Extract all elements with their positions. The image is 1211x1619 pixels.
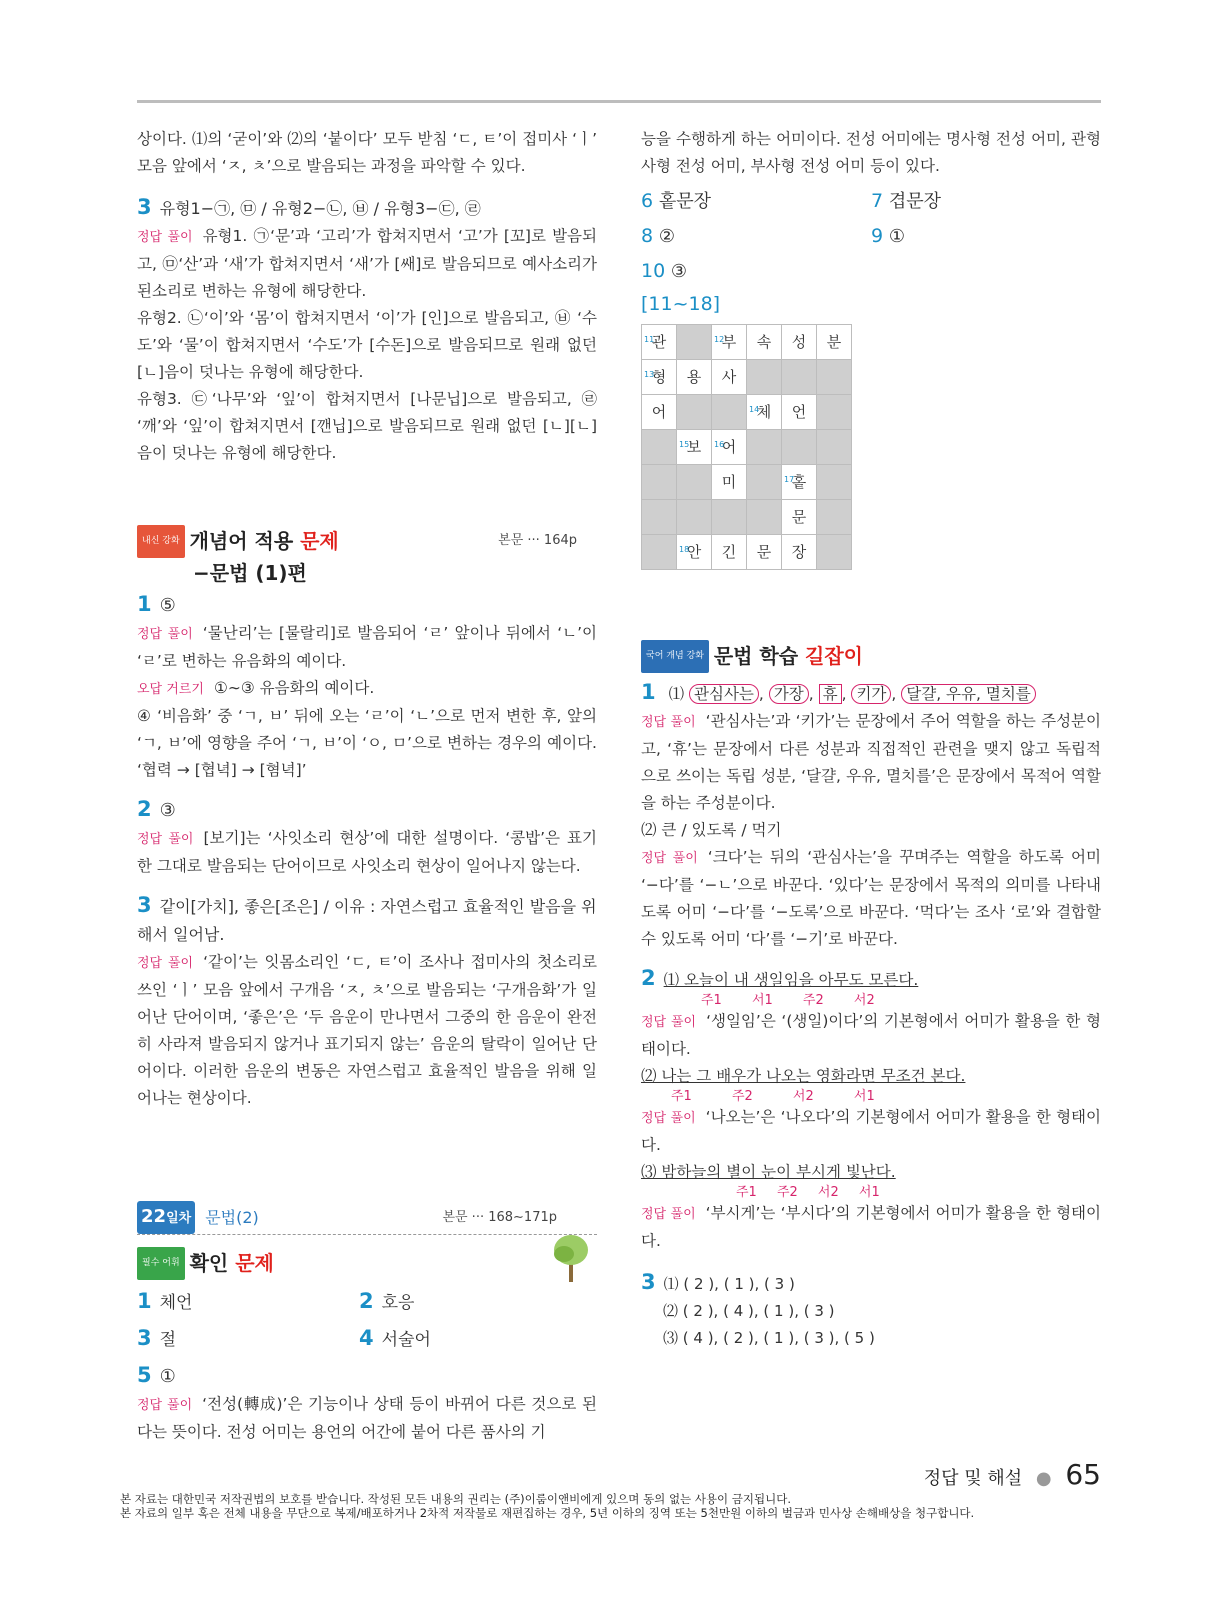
a1-wrong2: ④ ‘비음화’ 중 ‘ㄱ, ㅂ’ 뒤에 오는 ‘ㄹ’이 ‘ㄴ’으로 먼저 변한 후, 앞의 ‘ㄱ, ㅂ’에 영향을 주어 ‘ㄱ, ㅂ’이 ‘ㅇ, ㅁ’으로 변하는 경우의 예이다. ‘협력 → [협녁] → [혐녁]’ — [137, 707, 597, 779]
crossword-cell — [642, 360, 677, 395]
b4-answer: 서술어 — [381, 1330, 431, 1350]
r8-answer: ② — [658, 226, 675, 247]
b3-number: 3 — [137, 1326, 152, 1350]
crossword-cell — [782, 395, 817, 430]
a3-exp: ‘같이’는 잇몸소리인 ‘ㄷ, ㅌ’이 조사나 접미사의 첫소리로 쓰인 ‘ㅣ’ 모음 앞에서 구개음 ‘ㅈ, ㅊ’으로 발음되는 ‘구개음화’가 일어난 단어이며, ‘좋은’은 ‘두 음운이 만나면서 그중의 한 음운이 완전히 사라져 발음되지 않거나 표기되지 않는’ 음운의 탈락이 일어난 단어이다. 이러한 음운의 변동은 자연스럽고 효율적인 발음을 위해 일어나는 현상이다. — [137, 953, 597, 1107]
copyright-line-1: 본 자료는 대한민국 저작권법의 보호를 받습니다. 작성된 모든 내용의 권리는 (주)이룸이앤비에게 있으며 동의 없는 사용이 금지됩니다. — [120, 1492, 791, 1506]
crossword-row — [642, 430, 852, 465]
a3-number: 3 — [137, 893, 152, 917]
r7-number: 7 — [871, 190, 884, 212]
a2-exp: [보기]는 ‘사잇소리 현상’에 대한 설명이다. ‘콩밥’은 표기한 그대로 발음되는 단어이므로 사잇소리 현상이 일어나지 않는다. — [137, 829, 597, 875]
a2-number: 2 — [137, 797, 152, 821]
a2-label: 정답 풀이 — [137, 832, 194, 847]
section-subtitle: −문법 (1)편 — [193, 561, 307, 585]
g3-1: ⑴ ( 2 ), ( 1 ), ( 3 ) — [663, 1275, 795, 1293]
cell-letter: 성 — [791, 332, 807, 351]
day-header — [137, 1200, 597, 1235]
copyright-notice — [120, 1492, 1100, 1520]
cell-letter: 관 — [651, 332, 667, 351]
crossword-cell — [817, 360, 852, 395]
q3-exp1: 유형1. ㉠‘문’과 ‘고리’가 합쳐지면서 ‘고’가 [꼬]로 발음되고, ㉤‘산’과 ‘새’가 합쳐지면서 ‘새’가 [쌔]로 발음되므로 예사소리가 된소리로 변하는 유형에 해당한다. — [137, 227, 597, 300]
a1-wrong: ①∼③ 유음화의 예이다. — [213, 679, 375, 697]
crossword-cell — [747, 500, 782, 535]
crossword-cell — [782, 430, 817, 465]
q3-answer: 유형1−㉠, ㉤ / 유형2−㉡, ㉥ / 유형3−㉢, ㉣ — [159, 199, 481, 218]
cell-letter: 미 — [721, 472, 737, 491]
b2-answer: 호응 — [381, 1293, 415, 1313]
q3-exp3: 유형3. ㉢‘나무’와 ‘잎’이 합쳐지면서 [나문닙]으로 발음되고, ㉣ ‘깨’와 ‘잎’이 합쳐지면서 [깬닙]으로 발음되므로 원래 없던 [ㄴ][ㄴ]음이 덧나는 유형에 해당한다. — [137, 390, 597, 462]
clue-number: 17 — [784, 475, 795, 484]
g2-2-exp: ‘나오는’은 ‘나오다’의 기본형에서 어미가 활용을 한 형태이다. — [641, 1108, 1101, 1154]
r7-answer: 겹문장 — [888, 191, 941, 212]
b5-answer: ① — [159, 1366, 176, 1387]
crossword-cell — [712, 360, 747, 395]
g2-2-label: 정답 풀이 — [641, 1111, 696, 1126]
crossword-cell — [747, 325, 782, 360]
g2-1-marks: 주1 서1 주2 서2 — [701, 993, 875, 1008]
g2-3-label: 정답 풀이 — [641, 1207, 696, 1222]
top-rule — [137, 100, 1101, 103]
crossword-row — [642, 465, 852, 500]
g1-2-label: 정답 풀이 — [641, 851, 698, 866]
crossword-cell — [712, 430, 747, 465]
crossword-cell — [677, 500, 712, 535]
crossword-cell — [712, 465, 747, 500]
crossword-cell — [712, 395, 747, 430]
g2-1: ⑴ 오늘이 내 생일임을 아무도 모른다. — [663, 971, 919, 989]
a3-label: 정답 풀이 — [137, 956, 194, 971]
crossword-cell — [677, 430, 712, 465]
section-title: 개념어 적용 문제 — [189, 529, 339, 553]
g1-label: 정답 풀이 — [641, 715, 696, 730]
crossword-cell — [677, 325, 712, 360]
continued-text: 능을 수행하게 하는 어미이다. 전성 어미에는 명사형 전성 어미, 관형사형 전성 어미, 부사형 전성 어미 등이 있다. — [641, 130, 1101, 175]
b5-exp: ‘전성(轉成)’은 기능이나 상태 등이 바뀌어 다른 것으로 된다는 뜻이다. 전성 어미는 용언의 어간에 붙어 다른 품사의 기 — [137, 1395, 597, 1441]
b1-answer: 체언 — [159, 1293, 193, 1313]
a1-answer: ⑤ — [159, 595, 176, 616]
intro-text: 상이다. ⑴의 ‘굳이’와 ⑵의 ‘붙이다’ 모두 받침 ‘ㄷ, ㅌ’이 접미사 ‘ㅣ’ 모음 앞에서 ‘ㅈ, ㅊ’으로 발음되는 과정을 파악할 수 있다. — [137, 130, 597, 175]
crossword-row — [642, 535, 852, 570]
r9-number: 9 — [871, 225, 884, 247]
clue-number: 15 — [679, 440, 690, 449]
crossword-cell — [747, 360, 782, 395]
crossword-cell — [677, 395, 712, 430]
copyright-line-2: 본 자료의 일부 혹은 전체 내용을 무단으로 복제/배포하거나 2차적 저작물로 재편집하는 경우, 5년 이하의 징역 또는 5천만원 이하의 벌금과 민사상 손해배상을 청구합니다. — [120, 1506, 975, 1520]
crossword-cell — [642, 325, 677, 360]
cell-letter: 문 — [756, 542, 772, 561]
cell-letter: 홑 — [791, 472, 807, 491]
cell-letter: 안 — [686, 542, 702, 561]
a3-answer: 같이[가치], 좋은[조은] / 이유 : 자연스럽고 효율적인 발음을 위해서 일어남. — [137, 897, 597, 944]
day-page-ref: 본문 ··· 168∼171p — [442, 1209, 557, 1225]
cell-letter: 형 — [651, 367, 667, 386]
a1-exp: ‘물난리’는 [물랄리]로 발음되어 ‘ㄹ’ 앞이나 뒤에서 ‘ㄴ’이 ‘ㄹ’로 변하는 유음화의 예이다. — [137, 624, 597, 670]
q3-exp2: 유형2. ㉡‘이’와 ‘몸’이 합쳐지면서 ‘이’가 [인]으로 발음되고, ㉥ ‘수도’와 ‘물’이 합쳐지면서 ‘수도’가 [수돈]으로 발음되므로 원래 없던 [ㄴ]음이 덧나는 유형에 해당한다. — [137, 309, 597, 381]
g2-number: 2 — [641, 966, 656, 990]
b4-number: 4 — [359, 1326, 374, 1350]
section-badge: 필수 어휘 — [137, 1247, 185, 1280]
cell-letter: 분 — [826, 332, 842, 351]
crossword-cell — [782, 360, 817, 395]
day-topic: 문법(2) — [205, 1207, 259, 1227]
crossword-grid — [641, 324, 852, 570]
crossword-cell — [747, 465, 782, 500]
crossword-cell — [782, 535, 817, 570]
g1-line: 1 ⑴ 관심사는 , 가장 , 휴 , 키가 , 달걀, 우유, 멸치를 — [641, 679, 1101, 708]
cell-letter: 부 — [721, 332, 737, 351]
a2-answer: ③ — [159, 800, 176, 821]
day-number: 22일차 — [137, 1201, 195, 1234]
g2-3-exp: ‘부시게’는 ‘부시다’의 기본형에서 어미가 활용을 한 형태이다. — [641, 1204, 1101, 1250]
crossword-cell — [782, 465, 817, 500]
r9-answer: ① — [888, 226, 905, 247]
crossword-cell — [817, 535, 852, 570]
cell-letter: 긴 — [721, 542, 737, 561]
clue-number: 14 — [749, 405, 760, 414]
crossword-row — [642, 325, 852, 360]
crossword-cell — [712, 325, 747, 360]
g1-number: 1 — [641, 680, 656, 704]
crossword-cell — [747, 535, 782, 570]
clue-number: 16 — [714, 440, 725, 449]
crossword-cell — [747, 395, 782, 430]
g1-word-circled: 관심사는 — [689, 684, 759, 704]
crossword-cell — [642, 500, 677, 535]
g1-exp: ‘관심사는’과 ‘키가’는 문장에서 주어 역할을 하는 주성분이고, ‘휴’는 문장에서 다른 성분과 직접적인 관련을 맺지 않고 독립적으로 쓰이는 독립 성분, ‘달걀, 우유, 멸치를’은 문장에서 목적어 역할을 하는 주성분이다. — [641, 712, 1101, 812]
crossword-cell — [642, 395, 677, 430]
section-title: 확인 문제 — [189, 1251, 274, 1275]
clue-number: 18 — [679, 545, 690, 554]
clue-number: 13 — [644, 370, 655, 379]
crossword-cell — [677, 465, 712, 500]
section-title: 문법 학습 길잡이 — [713, 644, 864, 668]
crossword-cell — [642, 465, 677, 500]
cell-letter: 체 — [756, 402, 772, 421]
b1-number: 1 — [137, 1289, 152, 1313]
b5-number: 5 — [137, 1363, 152, 1387]
g2-3-marks: 주1 주2 서2 서1 — [736, 1185, 880, 1200]
r6-number: 6 — [641, 190, 654, 212]
cell-letter: 문 — [791, 507, 807, 526]
g1-word-circled: 달걀, 우유, 멸치를 — [901, 684, 1036, 704]
crossword-cell — [677, 535, 712, 570]
g2-3: ⑶ 밤하늘의 별이 눈이 부시게 빛난다. — [641, 1163, 896, 1181]
cell-letter: 사 — [721, 367, 737, 386]
clue-number: 11 — [644, 335, 655, 344]
section-check-header — [137, 1247, 597, 1280]
a1-label: 정답 풀이 — [137, 627, 193, 642]
crossword-cell — [817, 325, 852, 360]
cell-letter: 어 — [721, 437, 737, 456]
crossword-cell — [642, 430, 677, 465]
section-badge: 내신 강화 — [137, 525, 185, 558]
crossword-cell — [642, 535, 677, 570]
g2-2: ⑵ 나는 그 배우가 나오는 영화라면 무조건 본다. — [641, 1067, 966, 1085]
crossword-cell — [782, 325, 817, 360]
r8-number: 8 — [641, 225, 654, 247]
crossword-row — [642, 500, 852, 535]
section-guide-header — [641, 640, 1101, 673]
a1-number: 1 — [137, 592, 152, 616]
g2-2-marks: 주1 주2 서2 서1 — [671, 1089, 875, 1104]
crossword-cell — [817, 395, 852, 430]
crossword-row — [642, 395, 852, 430]
g2-1-exp: ‘생일임’은 ‘(생일)이다’의 기본형에서 어미가 활용을 한 형태이다. — [641, 1012, 1101, 1058]
crossword-cell — [817, 430, 852, 465]
crossword-cell — [747, 430, 782, 465]
g1-word-circled: 가장 — [769, 684, 809, 704]
g1-word-circled: 키가 — [851, 684, 891, 704]
crossword-cell — [817, 465, 852, 500]
section-concept-header — [137, 525, 597, 585]
page-footer: 정답 및 해설 ● 65 — [923, 1458, 1101, 1491]
r10-number: 10 — [641, 260, 666, 282]
crossword-row — [642, 360, 852, 395]
g2-1-label: 정답 풀이 — [641, 1015, 697, 1030]
left-column — [137, 126, 597, 1446]
cell-letter: 용 — [686, 367, 702, 386]
b2-number: 2 — [359, 1289, 374, 1313]
cell-letter: 보 — [686, 437, 702, 456]
q3-label: 정답 풀이 — [137, 230, 193, 245]
crossword-cell — [677, 360, 712, 395]
g1-2-exp: ‘크다’는 뒤의 ‘관심사는’을 꾸며주는 역할을 하도록 어미 ‘−다’를 ‘−ㄴ’으로 바꾼다. ‘있다’는 문장에서 목적의 의미를 나타내도록 어미 ‘−다’를 ‘−도록’으로 바꾼다. ‘먹다’는 조사 ‘로’와 결합할 수 있도록 어미 ‘다’를 ‘−기’로 바꾼다. — [641, 848, 1101, 948]
page-ref: 본문 ··· 164p — [498, 533, 577, 548]
page-number: 65 — [1065, 1458, 1101, 1491]
tree-illustration — [546, 1232, 596, 1284]
g3-number: 3 — [641, 1270, 656, 1294]
clue-number: 12 — [714, 335, 725, 344]
r10-answer: ③ — [670, 261, 688, 282]
crossword-cell — [782, 500, 817, 535]
crossword-cell — [712, 535, 747, 570]
right-column — [641, 126, 1101, 1352]
r6-answer: 홑문장 — [658, 191, 711, 212]
a1-wrong-label: 오답 거르기 — [137, 682, 204, 697]
g3-3: ⑶ ( 4 ), ( 2 ), ( 1 ), ( 3 ), ( 5 ) — [663, 1329, 875, 1347]
g3-2: ⑵ ( 2 ), ( 4 ), ( 1 ), ( 3 ) — [663, 1302, 835, 1320]
section-badge: 국어 개념 강화 — [641, 640, 709, 673]
footer-section: 정답 및 해설 — [923, 1468, 1023, 1489]
crossword-cell — [712, 500, 747, 535]
r11-label: [11~18] — [641, 293, 721, 315]
cell-letter: 언 — [791, 402, 807, 421]
cell-letter: 장 — [791, 542, 807, 561]
crossword-cell — [817, 500, 852, 535]
b3-answer: 절 — [159, 1330, 177, 1350]
cell-letter: 속 — [756, 332, 772, 351]
cell-letter: 어 — [651, 402, 667, 421]
g1-word-boxed: 휴 — [819, 684, 842, 704]
q3-number: 3 — [137, 195, 152, 219]
b5-label: 정답 풀이 — [137, 1398, 193, 1413]
g1-prefix: ⑴ — [668, 685, 685, 703]
g1-2: ⑵ 큰 / 있도록 / 먹기 — [641, 821, 782, 839]
